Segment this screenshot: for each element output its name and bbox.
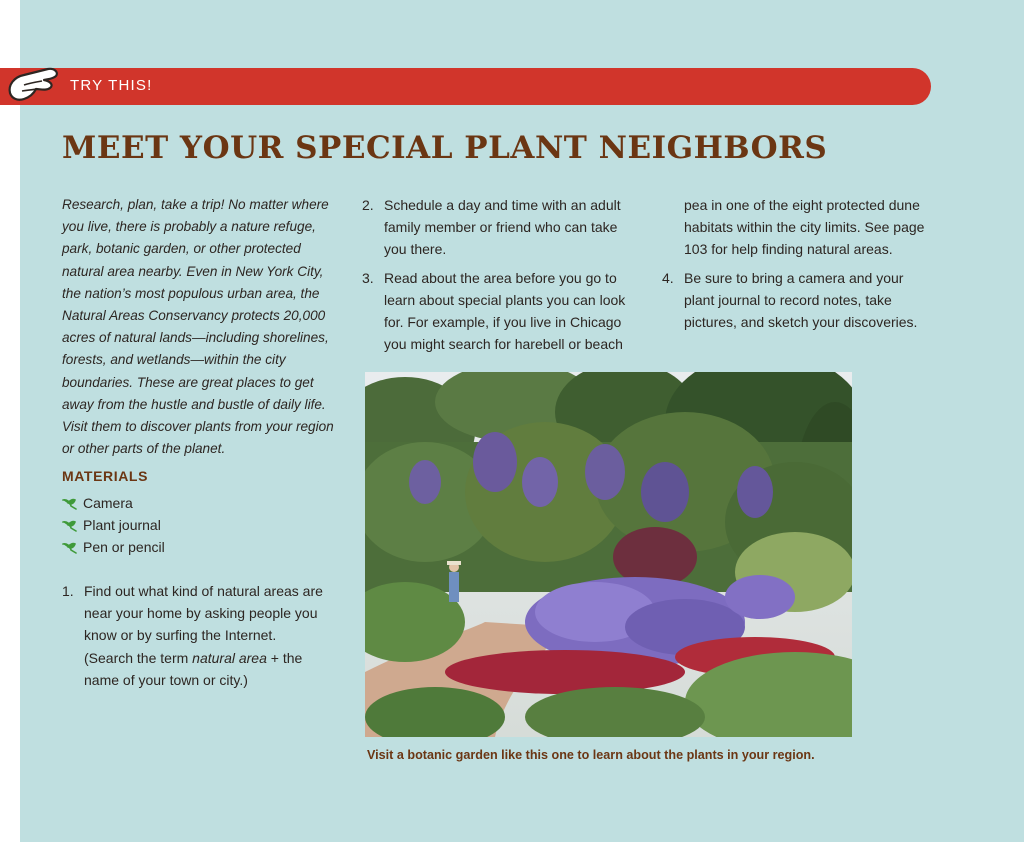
banner-label: TRY THIS!: [70, 77, 153, 94]
step-text: Find out what kind of natural areas are near your home by asking people you know or by surfing the Internet. (Search the term: [84, 583, 323, 666]
step-column-2: [362, 194, 630, 361]
materials-item: [62, 492, 165, 514]
garden-illustration: [365, 372, 852, 737]
step-text: Schedule a day and time with an adult family member or friend who can take you there.: [384, 197, 621, 258]
step-2: [362, 194, 630, 261]
step-number: 3.: [362, 269, 374, 286]
step-3: [362, 267, 630, 356]
materials-item-label: Plant journal: [83, 517, 161, 533]
step-column-1: [62, 580, 327, 697]
materials-item: [62, 536, 165, 558]
materials-item: [62, 514, 165, 536]
step-number: 1.: [62, 583, 74, 599]
materials-item-label: Pen or pencil: [83, 539, 165, 555]
step-number: 4.: [662, 269, 674, 286]
materials-heading: MATERIALS: [62, 468, 149, 484]
step-emphasis: natural area: [192, 649, 267, 666]
hand-icon: [4, 63, 64, 107]
intro-paragraph: Research, plan, take a trip! No matter where you live, there is probably a nature refuge, park, botanic garden, or other protected natural area nearby. Even in New York City, the nation’s most populous urban area, the Natural Areas Conservancy protects 20,000 acres of natural lands—including shorelines, forests, and wetlands—within the city boundaries. These are great places to get away from the hustle and bustle of daily life. Visit them to discover plants from your region or other parts of the planet.: [62, 197, 334, 457]
botanic-garden-photo: [365, 372, 852, 737]
leaf-icon: [62, 497, 77, 510]
step-4: [662, 267, 927, 334]
step-text: Read about the area before you go to learn about special plants you can look for. For example, if you live in Chicago you might search for harebell or beach: [384, 269, 626, 353]
step-text: Be sure to bring a camera and your plant journal to record notes, take pictures, and sketch your discoveries.: [684, 269, 918, 331]
page-title: MEET YOUR SPECIAL PLANT NEIGHBORS: [62, 130, 828, 166]
photo-caption: Visit a botanic garden like this one to learn about the plants in your region.: [367, 748, 815, 762]
leaf-icon: [62, 541, 77, 554]
step-text: + the name of your town or city.): [84, 649, 303, 688]
leaf-icon: [62, 519, 77, 532]
torn-edge: [12, 0, 26, 842]
materials-list: [62, 492, 165, 558]
step-1: [62, 580, 327, 691]
step-column-3: [662, 194, 927, 339]
step-3-continued: pea in one of the eight protected dune habitats within the city limits. See page 103 for help finding natural areas.: [684, 197, 925, 258]
materials-item-label: Camera: [83, 495, 133, 511]
step-number: 2.: [362, 197, 374, 213]
